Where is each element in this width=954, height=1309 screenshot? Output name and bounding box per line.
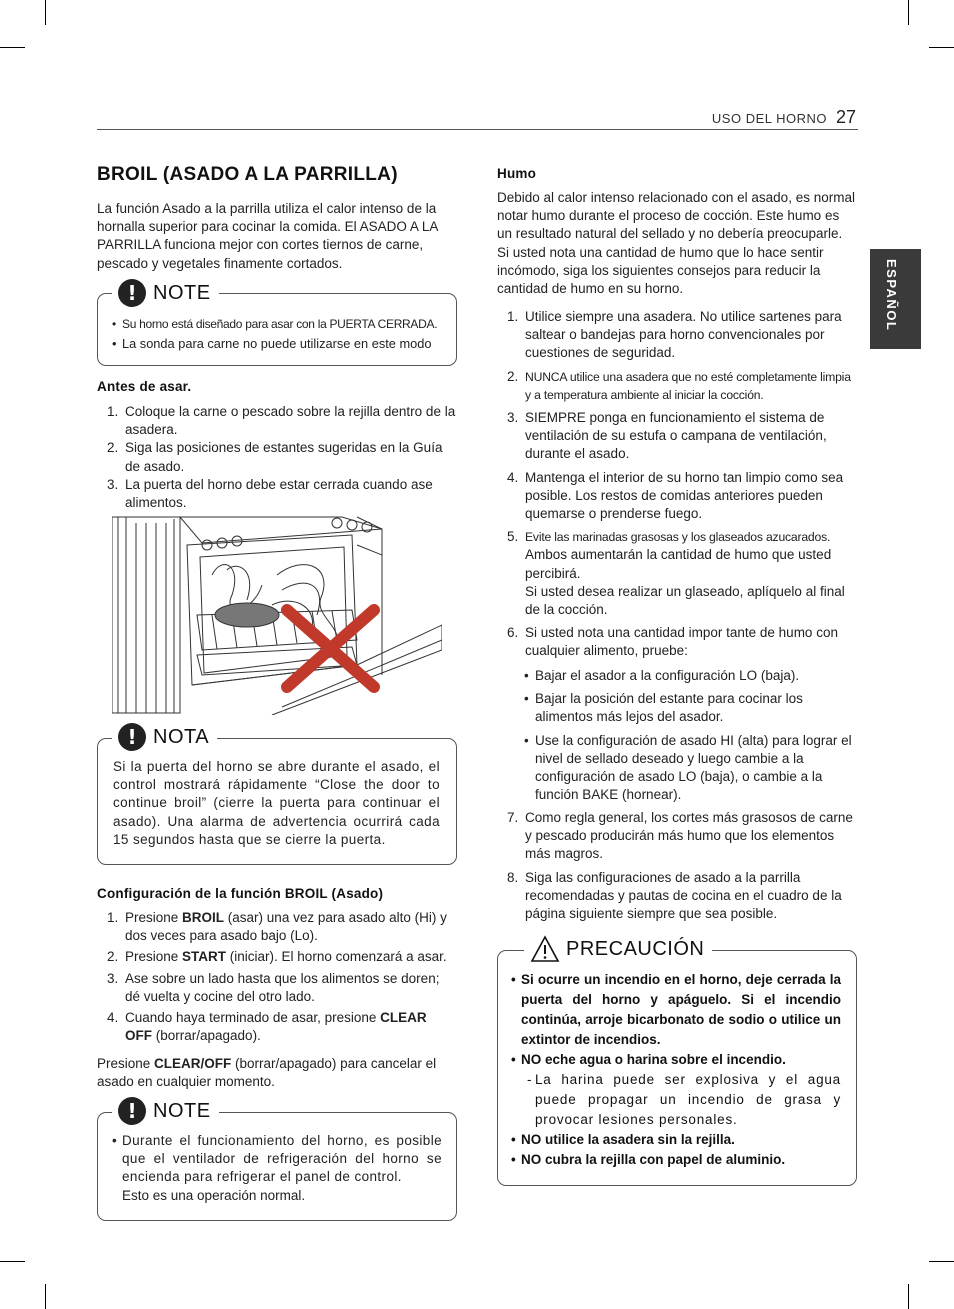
config-heading: Configuración de la función BROIL (Asado) <box>97 886 384 901</box>
nota-text: Si la puerta del horno se abre durante el asado, el control mostrará rápidamente “Close the door to continue broil” (cierre la puerta para continuar el asado). Una alarma de advertencia ocurrirá cada 15 segundos hasta que se cierre la puerta. <box>113 759 440 847</box>
list-item: 2. Siga las posiciones de estantes sugeridas en la Guía de asado. <box>107 440 443 474</box>
note-list <box>112 315 447 353</box>
list-item: 3. La puerta del horno debe estar cerrada cuando ase alimentos. <box>107 476 433 511</box>
list-item: 4. Mantenga el interior de su horno tan limpio como sea posible. Los restos de comidas anteriores pueden quemarse o prenderse fuego. <box>507 469 844 522</box>
caution-item: • NO eche agua o harina sobre el incendio. <box>511 1050 841 1070</box>
caution-content <box>511 970 841 1170</box>
note-item: • Su horno está diseñado para asar con la PUERTA CERRADA. <box>112 315 447 333</box>
exclamation-icon: ! <box>118 1097 146 1125</box>
list-item: • Use la configuración de asado HI (alta) para lograr el nivel de sellado deseado y luego cambie a la configuración de asado LO (baja), o cambie a la función BAKE (hornear). <box>497 732 859 805</box>
list-item: 1. Coloque la carne o pescado sobre la rejilla dentro de la asadera. <box>107 404 456 438</box>
humo-list <box>497 308 859 661</box>
antes-heading: Antes de asar. <box>97 379 192 394</box>
humo-heading: Humo <box>497 166 537 181</box>
tips-bullets <box>497 667 859 804</box>
crop-mark <box>0 1261 25 1262</box>
list-item: 6. Si usted nota una cantidad impor tante de humo con cualquier alimento, pruebe: <box>507 625 838 659</box>
note-header <box>112 1097 219 1125</box>
nota-label: NOTA <box>153 725 210 748</box>
language-tab-label: ESPAÑOL <box>884 259 899 332</box>
list-item: 3. SIEMPRE ponga en funcionamiento el sistema de ventilación de su estufa o campana de ventilación, durante el asado. <box>507 410 827 462</box>
crop-mark <box>45 1284 46 1309</box>
list-item: 1. Utilice siempre una asadera. No utilice sartenes para saltear o bandejas para horno convencionales por cuestiones de seguridad. <box>507 309 842 361</box>
caution-subitem: - La harina puede ser explosiva y el agua puede propagar un incendio de grasa y provocar lesiones personales. <box>511 1070 841 1130</box>
crop-mark <box>908 0 909 25</box>
caution-item: • NO cubra la rejilla con papel de aluminio. <box>511 1150 841 1170</box>
language-tab <box>870 249 921 349</box>
intro-paragraph: La función Asado a la parrilla utiliza el calor intenso de la hornalla superior para cocinar la comida. El ASADO A LA PARRILLA funciona mejor con cortes tiernos de carne, pescado y vegetales finamente cortados. <box>97 201 438 271</box>
section-header: USO DEL HORNO <box>711 111 827 126</box>
list-item: 4. Cuando haya terminado de asar, presione CLEAR OFF (borrar/apagado). <box>107 1010 427 1044</box>
note-label: NOTE <box>153 1099 211 1122</box>
list-item: • Bajar la posición del estante para cocinar los alimentos más lejos del asador. <box>497 690 859 726</box>
nota-header <box>112 723 217 751</box>
note-label: NOTE <box>153 281 211 304</box>
page-title: BROIL (ASADO A LA PARRILLA) <box>97 164 398 185</box>
caution-label: PRECAUCIÓN <box>566 937 705 960</box>
note-header <box>112 279 219 307</box>
list-item: 2. NUNCA utilice una asadera que no esté completamente limpia y a temperatura ambiente al iniciar la cocción. <box>507 368 851 402</box>
closing-paragraph: Presione CLEAR/OFF (borrar/apagado) para cancelar el asado en cualquier momento. <box>97 1056 437 1090</box>
page-number: 27 <box>836 107 857 127</box>
crop-mark <box>929 1261 954 1262</box>
antes-list <box>97 403 457 512</box>
crop-mark <box>0 47 25 48</box>
crop-mark <box>908 1284 909 1309</box>
exclamation-icon: ! <box>118 279 146 307</box>
caution-item: • NO utilice la asadera sin la rejilla. <box>511 1130 841 1150</box>
crop-mark <box>929 47 954 48</box>
note-item: • La sonda para carne no puede utilizarse en este modo <box>112 335 447 353</box>
warning-triangle-icon <box>530 935 560 963</box>
list-item: 3. Ase sobre un lado hasta que los alimentos se doren; dé vuelta y cocine del otro lado. <box>107 970 440 1004</box>
list-item: 2. Presione START (iniciar). El horno comenzará a asar. <box>107 949 447 965</box>
note-list <box>112 1132 442 1205</box>
oven-broil-illustration <box>112 515 442 715</box>
crop-mark <box>45 0 46 25</box>
list-item: • Bajar el asador a la configuración LO (baja). <box>497 667 859 685</box>
list-item: 7. Como regla general, los cortes más grasosos de carne y pescado producirán más humo que los elementos más magros. <box>507 810 853 862</box>
note-item: • Durante el funcionamiento del horno, es posible que el ventilador de refrigeración del horno se encienda para refrigerar el panel de control. Esto es una operación normal. <box>112 1132 442 1205</box>
header-rule <box>97 129 858 130</box>
humo-intro: Debido al calor intenso relacionado con el asado, es normal notar humo durante el proceso de cocción. Este humo es un resultado natural del sellado y no debería preocuparle. Si usted nota una cantidad de humo que lo hace sentir incómodo, siga los siguientes consejos para reducir la cantidad de humo en su horno. <box>497 190 855 297</box>
list-item: 5. Evite las marinadas grasosas y los glaseados azucarados. Ambos aumentarán la cantidad de humo que usted percibirá. Si usted desea realizar un glaseado, aplíquelo al final de la cocción. <box>507 529 845 618</box>
humo-list-cont <box>497 809 859 923</box>
caution-item: • Si ocurre un incendio en el horno, deje cerrada la puerta del horno y apáguelo. Si el incendio continúa, arroje bicarbonato de sodio o utilice un extintor de incendios. <box>511 970 841 1050</box>
config-list <box>97 909 457 1045</box>
list-item: 1. Presione BROIL (asar) una vez para asado alto (Hi) y dos veces para asado bajo (Lo). <box>107 910 447 944</box>
list-item: 8. Siga las configuraciones de asado a la parrilla recomendadas y pautas de cocina en el cuadro de la página siguiente siempre que sea posible. <box>507 869 842 922</box>
exclamation-icon: ! <box>118 723 146 751</box>
caution-header <box>524 935 712 963</box>
